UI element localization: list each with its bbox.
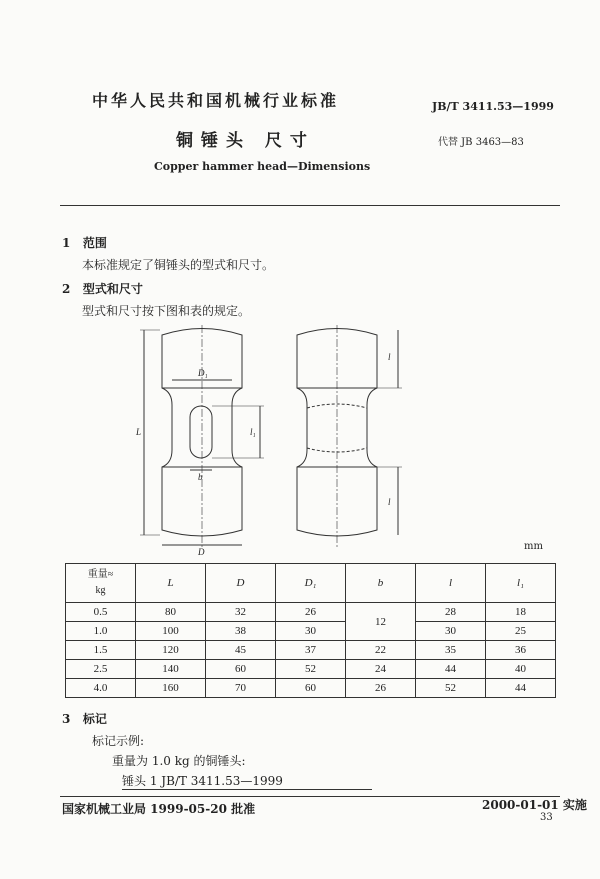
unit-label: mm — [524, 541, 543, 552]
cell: 30 — [416, 622, 486, 641]
label-l-top: l — [388, 352, 391, 362]
cell: 4.0 — [66, 679, 136, 698]
table-header-row — [66, 564, 556, 603]
cell: 32 — [206, 603, 276, 622]
section-2-body: 型式和尺寸按下图和表的规定。 — [82, 304, 251, 318]
section-3-body: 标记示例: — [92, 734, 145, 748]
cell: 36 — [486, 641, 556, 660]
hammer-head-drawing — [130, 320, 410, 560]
table-row — [66, 641, 556, 660]
issuing-org: 中华人民共和国机械行业标准 — [92, 91, 340, 110]
header-l: l — [416, 564, 486, 603]
label-D: D — [198, 547, 205, 557]
table-row — [66, 622, 556, 641]
page-number: 33 — [540, 812, 553, 823]
marking-example: 锤头 1 JB/T 3411.53—1999 — [122, 772, 372, 790]
cell: 60 — [206, 660, 276, 679]
cell: 44 — [486, 679, 556, 698]
cell: 160 — [136, 679, 206, 698]
header-weight: 重量≈ kg — [66, 564, 136, 603]
cell: 22 — [346, 641, 416, 660]
dimensions-table — [65, 563, 556, 698]
cell: 35 — [416, 641, 486, 660]
section-2-heading: 2 型式和尺寸 — [62, 282, 143, 296]
cell: 1.0 — [66, 622, 136, 641]
title-en: Copper hammer head—Dimensions — [154, 160, 371, 173]
cell: 38 — [206, 622, 276, 641]
cell: 0.5 — [66, 603, 136, 622]
cell: 40 — [486, 660, 556, 679]
cell: 12 — [346, 603, 416, 641]
title-cn: 铜锤头 尺寸 — [176, 131, 315, 151]
cell: 52 — [276, 660, 346, 679]
cell: 28 — [416, 603, 486, 622]
header-rule — [60, 205, 560, 206]
table-row — [66, 603, 556, 622]
cell: 25 — [486, 622, 556, 641]
header-D: D — [206, 564, 276, 603]
cell: 120 — [136, 641, 206, 660]
section-3-heading: 3 标记 — [62, 712, 107, 726]
cell: 18 — [486, 603, 556, 622]
replaces-note: 代替 JB 3463—83 — [438, 137, 524, 148]
cell: 60 — [276, 679, 346, 698]
cell: 80 — [136, 603, 206, 622]
cell: 140 — [136, 660, 206, 679]
label-b: b — [198, 472, 203, 482]
cell: 45 — [206, 641, 276, 660]
label-L: L — [136, 427, 142, 437]
label-l-bottom: l — [388, 497, 391, 507]
label-l1: l₁ — [250, 427, 256, 437]
section-1-body: 本标准规定了铜锤头的型式和尺寸。 — [82, 258, 275, 272]
cell: 30 — [276, 622, 346, 641]
cell: 26 — [346, 679, 416, 698]
effective-date: 2000-01-01 实施 — [482, 798, 587, 812]
header-l1: l₁ — [486, 564, 556, 603]
header-L: L — [136, 564, 206, 603]
table-row — [66, 660, 556, 679]
cell: 44 — [416, 660, 486, 679]
approval-note: 国家机械工业局 1999-05-20 批准 — [62, 802, 256, 816]
cell: 2.5 — [66, 660, 136, 679]
cell: 100 — [136, 622, 206, 641]
cell: 26 — [276, 603, 346, 622]
table-row — [66, 679, 556, 698]
header-D1: D₁ — [276, 564, 346, 603]
cell: 37 — [276, 641, 346, 660]
cell: 1.5 — [66, 641, 136, 660]
header-b: b — [346, 564, 416, 603]
standard-number: JB/T 3411.53—1999 — [432, 100, 554, 113]
cell: 24 — [346, 660, 416, 679]
label-d1: D₁ — [198, 368, 208, 378]
cell: 52 — [416, 679, 486, 698]
marking-example-desc: 重量为 1.0 kg 的铜锤头: — [112, 754, 246, 768]
section-1-heading: 1 范围 — [62, 236, 107, 250]
cell: 70 — [206, 679, 276, 698]
